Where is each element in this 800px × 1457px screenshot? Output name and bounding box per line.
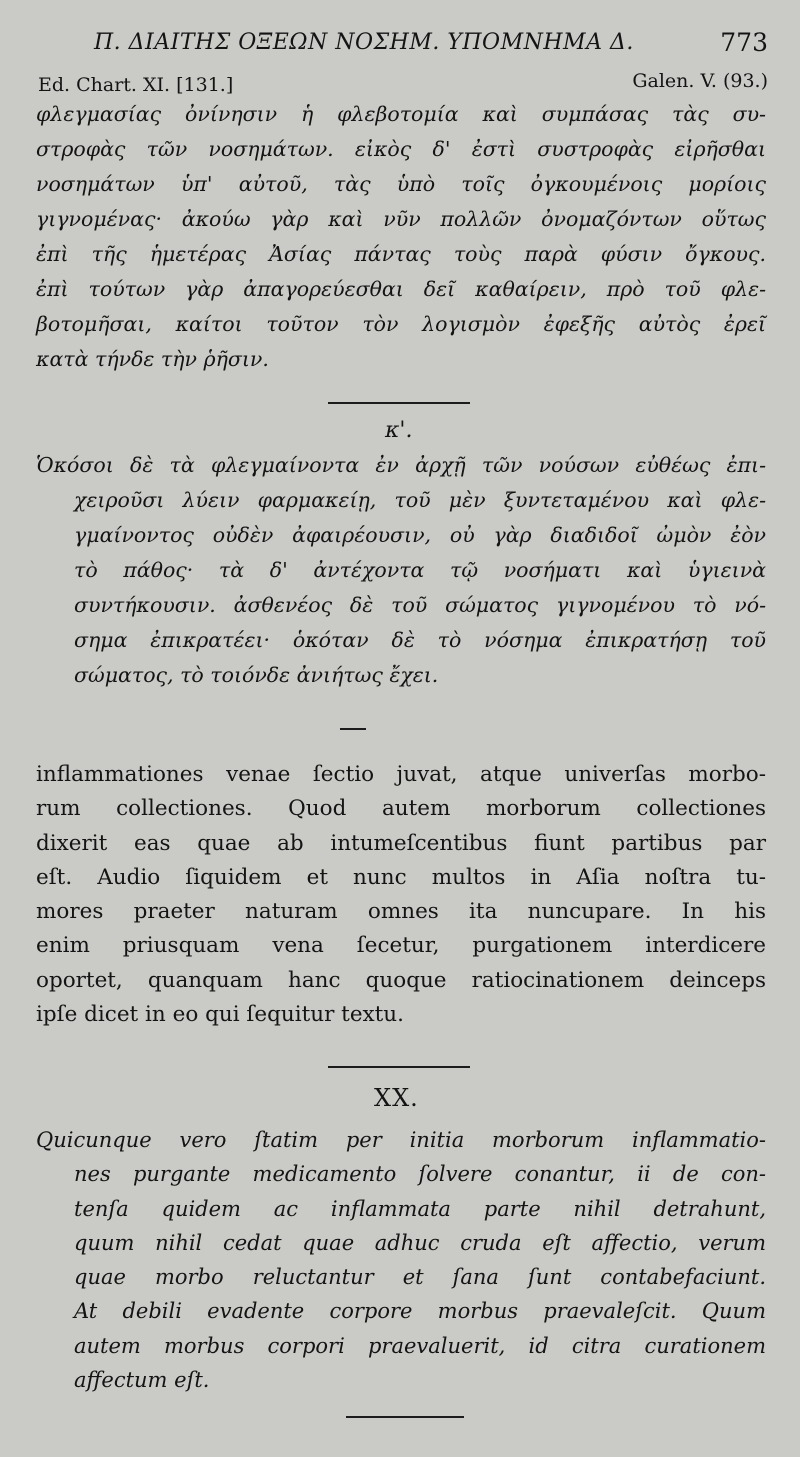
page-header: [38, 30, 768, 70]
text-line: κατὰ τήνδε τὴν ῥῆσιν.: [36, 347, 269, 371]
text-line: autem morbus corpori praevaluerit, id citra curationem: [74, 1333, 766, 1358]
text-line: φλεγμασίας ὀνίνησιν ἡ φλεβοτομία καὶ συμπάσας τὰς συ-: [36, 102, 766, 126]
section-divider: [346, 1416, 464, 1418]
text-line: σώματος, τὸ τοιόνδε ἀνιήτως ἔχει.: [74, 663, 439, 687]
latin-aphorism: [36, 1123, 766, 1397]
latin-commentary: [36, 758, 766, 1032]
running-title: Π. ΔΙΑΙΤΗΣ ΟΞΕΩΝ ΝΟΣΗΜ. ΥΠΟΜΝΗΜΑ Δ.: [94, 30, 634, 55]
text-line: rum collectiones. Quod autem morborum collectiones: [36, 796, 766, 822]
text-line: oportet, quanquam hanc quoque ratiocinationem deinceps: [36, 967, 766, 993]
text-line: νοσημάτων ὑπ' αὐτοῦ, τὰς ὑπὸ τοῖς ὀγκουμένοις μορίοις: [36, 172, 766, 196]
page-number: 773: [720, 28, 768, 57]
text-line: στροφὰς τῶν νοσημάτων. εἰκὸς δ' ἐστὶ συστροφὰς εἰρῆσθαι: [36, 137, 766, 161]
text-line: ἐπὶ τούτων γὰρ ἀπαγορεύεσθαι δεῖ καθαίρειν, πρὸ τοῦ φλε-: [36, 277, 766, 301]
text-line: enim priusquam vena ſecetur, purgationem interdicere: [36, 933, 766, 959]
text-line: quae morbo reluctantur et ſana ſunt contabefaciunt.: [74, 1265, 766, 1290]
text-line: συντήκουσιν. ἀσθενέος δὲ τοῦ σώματος γιγνομένου τὸ νό-: [74, 593, 766, 617]
text-line: τὸ πάθος· τὰ δ' ἀντέχοντα τῷ νοσήματι καὶ ὑγιεινὰ: [74, 558, 766, 582]
section-divider: [328, 1066, 470, 1068]
text-line: mores praeter naturam omnes ita nuncupare. In his: [36, 899, 766, 925]
text-line: dixerit eas quae ab intumeſcentibus fiunt partibus par: [36, 830, 766, 856]
text-line: tenſa quidem ac inflammata parte nihil detrahunt,: [74, 1196, 766, 1221]
section-divider: [328, 402, 470, 404]
text-line: Quicunque vero ſtatim per initia morborum inflammatio-: [36, 1128, 766, 1152]
text-line: γμαίνοντος οὐδὲν ἀφαιρέουσιν, οὐ γὰρ διαδιδοῖ ὠμὸν ἐὸν: [74, 523, 766, 547]
text-line: σημα ἐπικρατέει· ὁκόταν δὲ τὸ νόσημα ἐπικρατήσῃ τοῦ: [74, 628, 766, 652]
text-line: affectum eſt.: [74, 1368, 210, 1393]
section-divider-short: [340, 728, 366, 730]
text-line: quum nihil cedat quae adhuc cruda eſt affectio, verum: [74, 1230, 766, 1255]
edition-reference-chartier: Ed. Chart. XI. [131.]: [38, 74, 234, 96]
greek-aphorism: [36, 448, 766, 693]
latin-section-number: XX.: [374, 1084, 419, 1112]
text-line: eſt. Audio ſiquidem et nunc multos in Aſia noſtra tu-: [36, 864, 766, 890]
text-line: ipſe dicet in eo qui ſequitur textu.: [36, 1002, 404, 1028]
edition-reference-galen: Galen. V. (93.): [632, 70, 768, 92]
text-line: γιγνομένας· ἀκούω γὰρ καὶ νῦν πολλῶν ὀνομαζόντων οὕτως: [36, 207, 766, 231]
text-line: ἐπὶ τῆς ἡμετέρας Ἀσίας πάντας τοὺς παρὰ φύσιν ὄγκους.: [36, 242, 766, 266]
greek-section-number: κ'.: [385, 418, 413, 443]
text-line: inflammationes venae ſectio juvat, atque univerſas morbo-: [36, 762, 766, 787]
text-line: Ὁκόσοι δὲ τὰ φλεγμαίνοντα ἐν ἀρχῇ τῶν νούσων εὐθέως ἐπι-: [36, 453, 766, 477]
text-line: At debili evadente corpore morbus praevaleſcit. Quum: [74, 1299, 766, 1324]
text-line: χειροῦσι λύειν φαρμακείῃ, τοῦ μὲν ξυντεταμένου καὶ φλε-: [74, 488, 766, 512]
text-line: nes purgante medicamento ſolvere conantur, ii de con-: [74, 1162, 766, 1187]
greek-commentary: [36, 97, 766, 377]
text-line: βοτομῆσαι, καίτοι τοῦτον τὸν λογισμὸν ἐφεξῆς αὐτὸς ἐρεῖ: [36, 312, 766, 336]
